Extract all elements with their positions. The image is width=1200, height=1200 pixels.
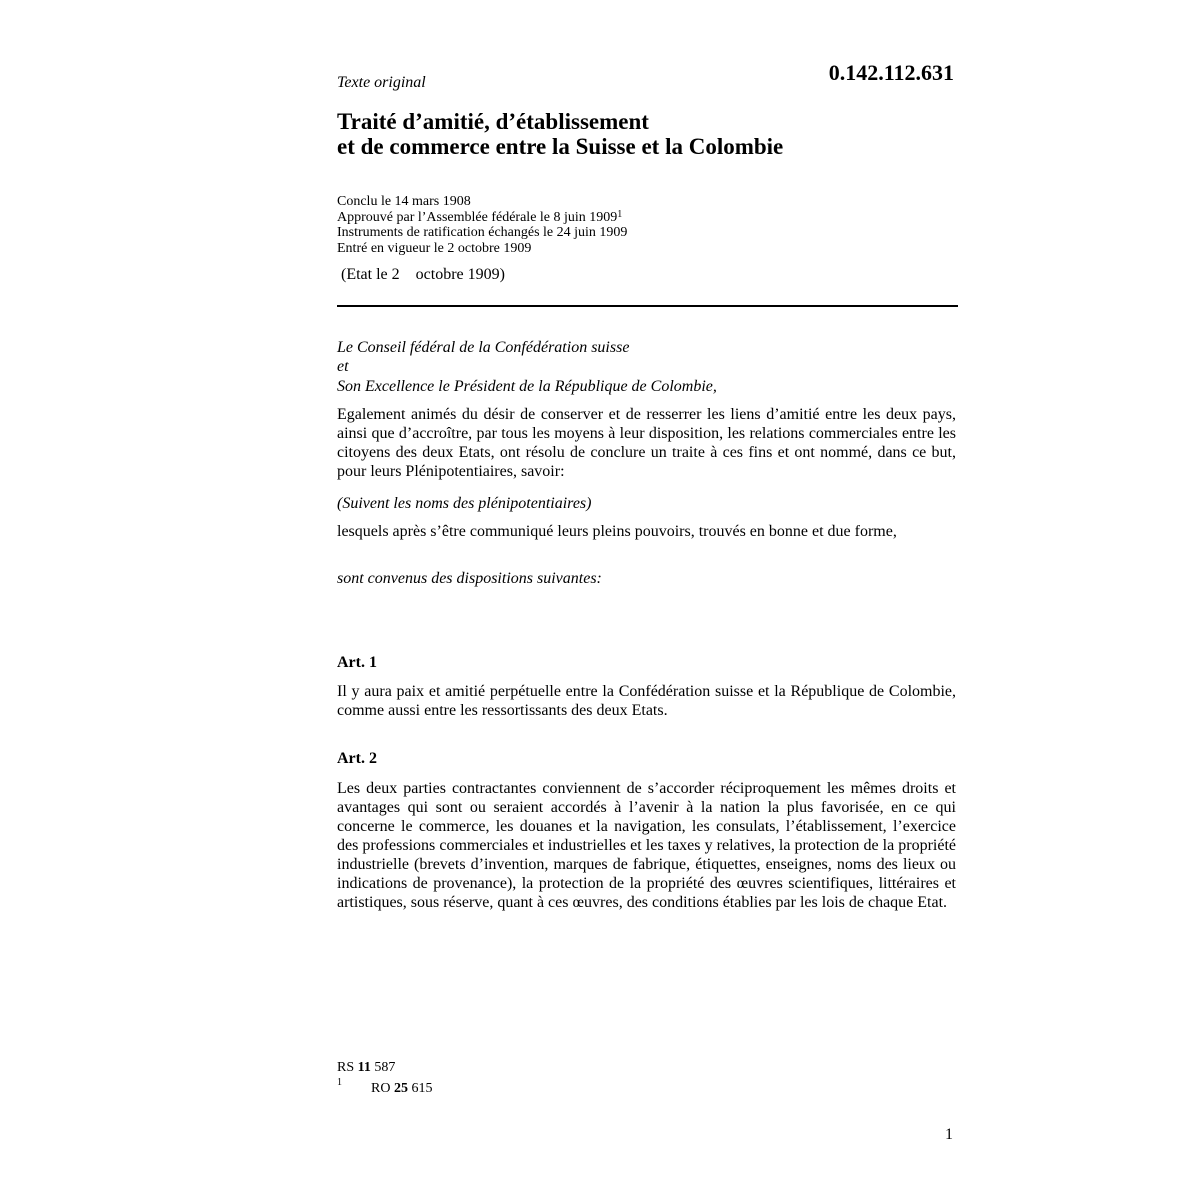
header-divider: [337, 305, 958, 307]
article-2-heading: Art. 2: [337, 750, 377, 767]
entry-into-force-date: Entré en vigueur le 2 octobre 1909: [337, 240, 532, 256]
rs-volume: 11: [357, 1060, 371, 1075]
ro-volume: 25: [393, 1081, 408, 1096]
preamble-party-2: Son Excellence le Président de la République de Colombie,: [337, 378, 717, 395]
preamble-intro-paragraph: Egalement animés du désir de conserver et de resserrer les liens d’amitié entre les deux pays, ainsi que d’accroître, par tous les moyens à leur disposition, les relations commerciales entre les citoyens des deux Etats, ont résolu de conclure un traite à ces fins et ont nommé, dans ce but, pour leurs Plénipotentiaires, savoir:: [337, 406, 956, 480]
rs-reference: [337, 1060, 395, 1076]
plenipotentiaries-note: (Suivent les noms des plénipotentiaires): [337, 495, 592, 512]
sr-number: 0.142.112.631: [828, 60, 954, 85]
article-1-heading: Art. 1: [337, 654, 377, 671]
powers-paragraph: lesquels après s’être communiqué leurs pleins pouvoirs, trouvés en bonne et due forme,: [337, 523, 897, 540]
title-line-1: Traité d’amitié, d’établissement: [337, 109, 649, 134]
ro-page: 615: [411, 1081, 433, 1096]
rs-prefix: RS: [337, 1060, 355, 1075]
rs-page: 587: [374, 1060, 396, 1075]
document-title: [337, 109, 957, 159]
footnote-ro-reference: [371, 1081, 432, 1097]
treaty-metadata: [337, 194, 627, 256]
approval-text: Approuvé par l’Assemblée fédérale le 8 juin 1909: [337, 209, 618, 225]
footnote-marker: 1: [617, 208, 623, 220]
preamble-party-1: Le Conseil fédéral de la Confédération suisse: [337, 339, 630, 356]
article-1-text: Il y aura paix et amitié perpétuelle entre la Confédération suisse et la République de Colombie, comme aussi entre les ressortissants des deux Etats.: [337, 683, 956, 719]
preamble-and: et: [337, 358, 349, 375]
state-date: (Etat le 2 octobre 1909): [341, 266, 505, 283]
article-2-text: Les deux parties contractantes conviennent de s’accorder réciproquement les mêmes droits et avantages qui sont ou seraient accordés à l’avenir à la nation la plus favorisée, en ce qui concerne le commerce, les douanes et la navigation, les consulats, l’établissement, l’exercice des professions commerciales et industrielles et les taxes y relatives, la protection de la propriété industrielle (brevets d’invention, marques de fabrique, étiquettes, enseignes, noms des lieux ou indications de provenance), la protection de la propriété des œuvres scientifiques, littéraires et artistiques, sous réserve, quant à ces œuvres, des conditions établies par les lois de chaque Etat.: [337, 780, 956, 911]
concluded-date: Conclu le 14 mars 1908: [337, 194, 471, 209]
ro-prefix: RO: [371, 1081, 391, 1096]
approval-date: [337, 210, 627, 226]
ratification-date: Instruments de ratification échangés le 24 juin 1909: [337, 225, 628, 240]
footnote-number: 1: [337, 1077, 342, 1088]
page-number: 1: [945, 1126, 953, 1143]
title-line-2: et de commerce entre la Suisse et la Colombie: [337, 134, 784, 159]
original-text-label: Texte original: [337, 74, 426, 91]
agreed-provisions: sont convenus des dispositions suivantes:: [337, 570, 602, 587]
